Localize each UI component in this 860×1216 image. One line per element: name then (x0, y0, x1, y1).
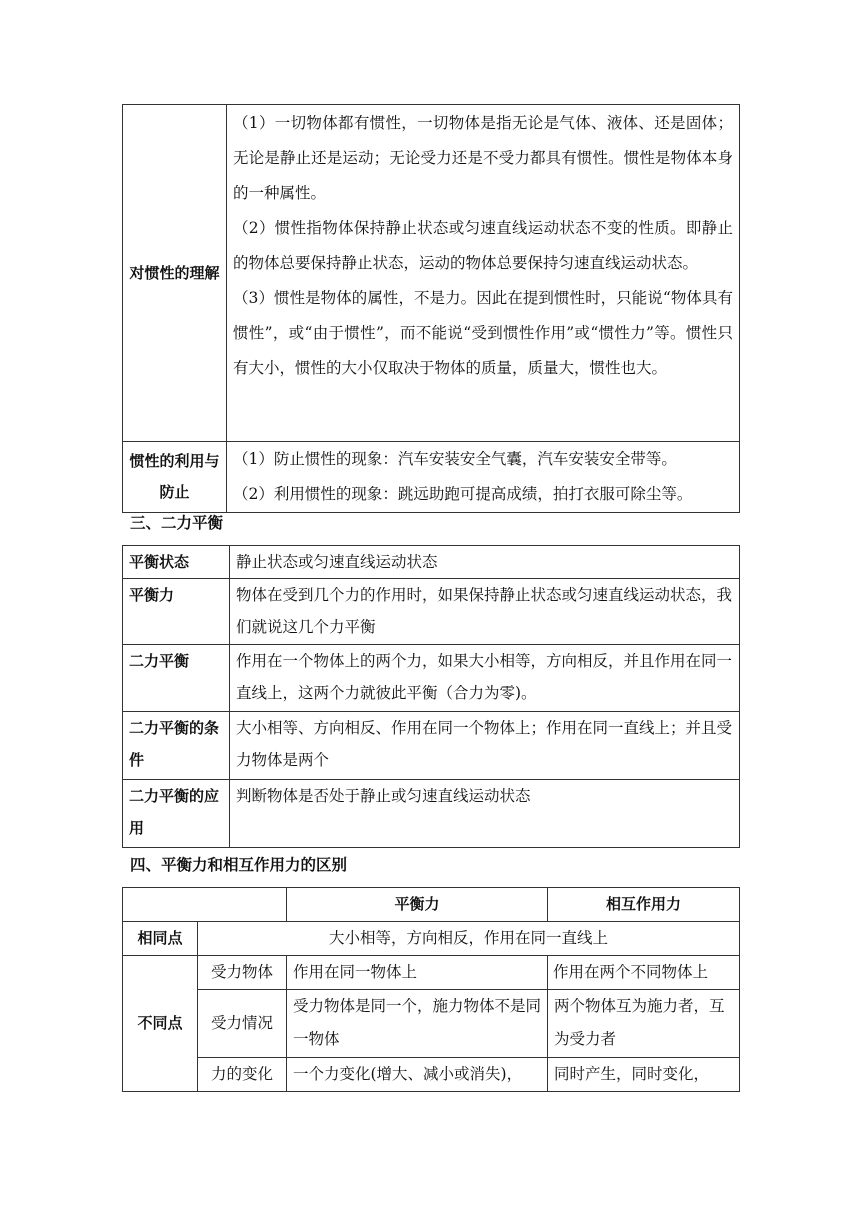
section-heading: 三、二力平衡 (130, 514, 224, 532)
table-row (123, 990, 740, 1058)
row-content: 判断物体是否处于静止或匀速直线运动状态 (230, 780, 740, 848)
column-header: 平衡力 (287, 888, 548, 922)
paragraph: （1）防止惯性的现象：汽车安装安全气囊，汽车安装安全带等。 (233, 450, 677, 468)
row-label: 平衡状态 (123, 546, 230, 579)
row-content: 大小相等，方向相反，作用在同一直线上 (198, 922, 740, 956)
empty-header-cell (123, 888, 287, 922)
column-header: 相互作用力 (548, 888, 740, 922)
row-content (227, 105, 740, 442)
mutual-cell: 两个物体互为施力者，互为受力者 (548, 990, 740, 1058)
balanced-cell: 一个力变化(增大、减小或消失)， (287, 1058, 548, 1092)
row-content: 静止状态或匀速直线运动状态 (230, 546, 740, 579)
balance-table (122, 545, 740, 848)
row-label: 不同点 (123, 956, 198, 1092)
table-row (123, 922, 740, 956)
section-heading: 四、平衡力和相互作用力的区别 (130, 856, 348, 874)
table-row (123, 712, 740, 780)
row-content: 作用在一个物体上的两个力，如果大小相等，方向相反，并且作用在同一直线上，这两个力就彼此平衡（合力为零)。 (230, 645, 740, 712)
row-label: 平衡力 (123, 579, 230, 645)
row-content (227, 442, 740, 513)
paragraph: （1）一切物体都有惯性，一切物体是指无论是气体、液体、还是固体；无论是静止还是运动；无论受力还是不受力都具有惯性。惯性是物体本身的一种属性。 (233, 114, 733, 202)
table-header-row (123, 888, 740, 922)
table-row (123, 780, 740, 848)
row-header: 对惯性的理解 (123, 105, 227, 442)
aspect-cell: 受力情况 (198, 990, 287, 1058)
paragraph: （3）惯性是物体的属性，不是力。因此在提到惯性时，只能说“物体具有惯性”，或“由于惯性”，而不能说“受到惯性作用”或“惯性力”等。惯性只有大小，惯性的大小仅取决于物体的质量，质量大，惯性也大。 (233, 289, 733, 377)
table-row (123, 442, 740, 513)
mutual-cell: 作用在两个不同物体上 (548, 956, 740, 990)
table-row (123, 645, 740, 712)
table-row (123, 579, 740, 645)
row-label: 二力平衡的应用 (123, 780, 230, 848)
comparison-table (122, 887, 740, 1092)
aspect-cell: 受力物体 (198, 956, 287, 990)
mutual-cell: 同时产生，同时变化， (548, 1058, 740, 1092)
table-row (123, 1058, 740, 1092)
table-row (123, 105, 740, 442)
row-label: 相同点 (123, 922, 198, 956)
row-header: 惯性的利用与防止 (123, 442, 227, 513)
balanced-cell: 受力物体是同一个，施力物体不是同一物体 (287, 990, 548, 1058)
row-label: 二力平衡 (123, 645, 230, 712)
inertia-table (122, 104, 740, 513)
aspect-cell: 力的变化 (198, 1058, 287, 1092)
paragraph: （2）利用惯性的现象：跳远助跑可提高成绩，拍打衣服可除尘等。 (233, 485, 693, 503)
paragraph: （2）惯性指物体保持静止状态或匀速直线运动状态不变的性质。即静止的物体总要保持静止状态，运动的物体总要保持匀速直线运动状态。 (233, 219, 733, 272)
row-content: 物体在受到几个力的作用时，如果保持静止状态或匀速直线运动状态，我们就说这几个力平衡 (230, 579, 740, 645)
row-content: 大小相等、方向相反、作用在同一个物体上；作用在同一直线上；并且受力物体是两个 (230, 712, 740, 780)
table-row (123, 956, 740, 990)
row-label: 二力平衡的条件 (123, 712, 230, 780)
balanced-cell: 作用在同一物体上 (287, 956, 548, 990)
table-row (123, 546, 740, 579)
